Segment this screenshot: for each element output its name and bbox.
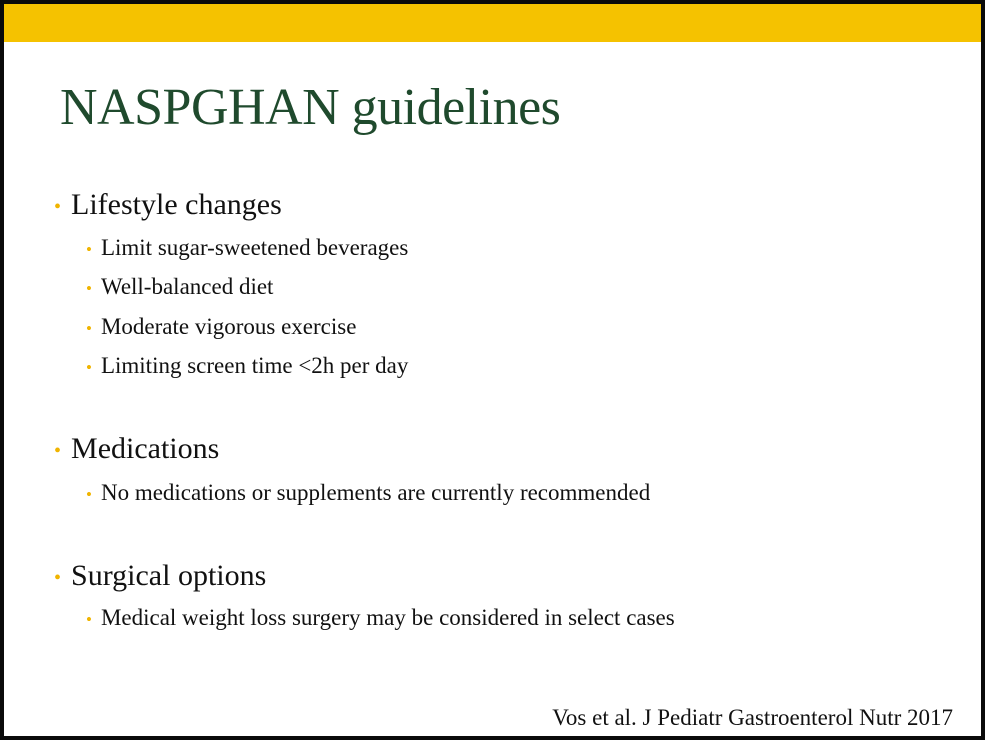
list-item xyxy=(86,481,650,504)
bullet-dot-icon: • xyxy=(86,485,92,505)
section-heading-surgical xyxy=(54,561,266,591)
list-item xyxy=(86,236,408,259)
slide-title: NASPGHAN guidelines xyxy=(60,79,561,136)
accent-bar xyxy=(4,4,981,42)
list-item xyxy=(86,354,408,377)
bullet-dot-icon: • xyxy=(86,279,92,299)
bullet-dot-icon: • xyxy=(54,196,62,219)
citation: Vos et al. J Pediatr Gastroenterol Nutr 2017 xyxy=(552,705,953,730)
section-heading-lifestyle xyxy=(54,190,282,220)
list-item-label: Limiting screen time <2h per day xyxy=(100,353,409,378)
list-item-label: No medications or supplements are currently recommended xyxy=(100,480,651,505)
bullet-dot-icon: • xyxy=(54,567,62,590)
section-heading-label: Lifestyle changes xyxy=(71,188,282,221)
bullet-dot-icon: • xyxy=(86,319,92,339)
bullet-dot-icon: • xyxy=(86,240,92,260)
section-heading-label: Medications xyxy=(71,432,220,465)
list-item-label: Well-balanced diet xyxy=(100,274,274,299)
list-item xyxy=(86,315,356,338)
list-item-label: Moderate vigorous exercise xyxy=(100,314,357,339)
list-item xyxy=(86,606,675,629)
list-item xyxy=(86,275,273,298)
bullet-dot-icon: • xyxy=(54,440,62,463)
bullet-dot-icon: • xyxy=(86,610,92,630)
bullet-dot-icon: • xyxy=(86,358,92,378)
section-heading-medications xyxy=(54,434,219,464)
list-item-label: Limit sugar-sweetened beverages xyxy=(100,235,409,260)
section-heading-label: Surgical options xyxy=(71,559,267,592)
list-item-label: Medical weight loss surgery may be considered in select cases xyxy=(100,605,675,630)
